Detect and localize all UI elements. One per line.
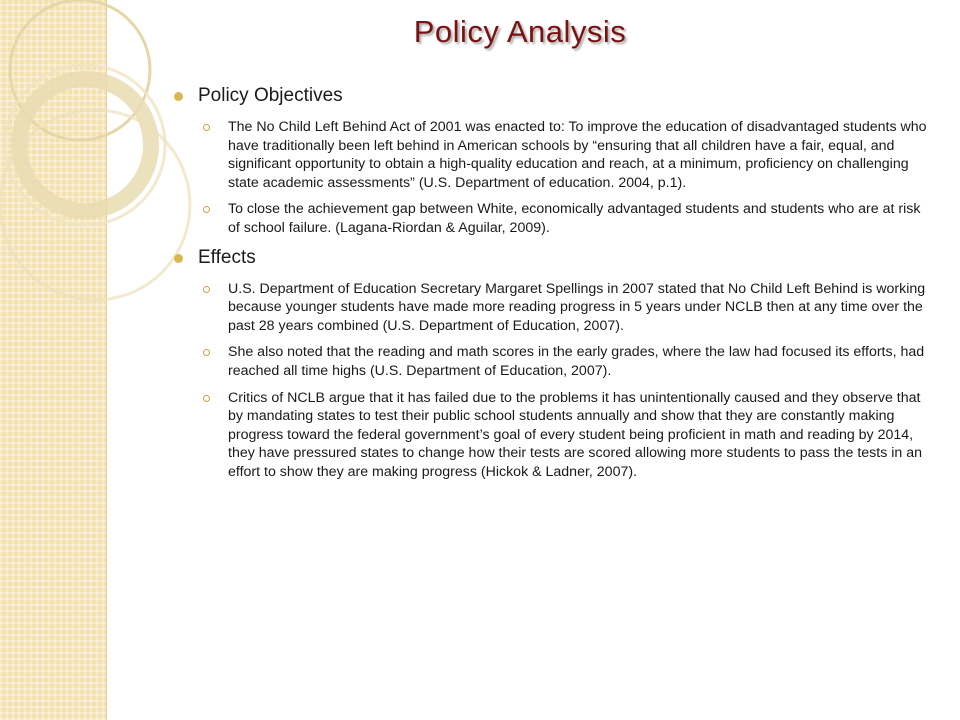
bullet-item bbox=[172, 280, 932, 336]
bullet-text: Critics of NCLB argue that it has failed due to the problems it has unintentionally caused and they observe that by mandating states to test their public school students annually and show that they are constantly making progress toward the federal government’s goal of every student being proficient in math and reading by 2014, they have pressured states to change how their tests are scored allowing more students to pass the tests in an effort to show they are making progress (Hickok & Ladner, 2007). bbox=[228, 389, 922, 480]
section-heading-text: Effects bbox=[198, 246, 256, 268]
bullet-text: To close the achievement gap between White, economically advantaged students and students who are at risk of school failure. (Lagana-Riordan & Aguilar, 2009). bbox=[228, 201, 921, 236]
slide-title: Policy Analysis bbox=[413, 14, 627, 49]
bullet-text: The No Child Left Behind Act of 2001 was enacted to: To improve the education of disadvantaged students who have traditionally been left behind in American schools by “ensuring that all children have a fair, equal, and significant opportunity to obtain a high-quality education and reach, at a minimum, proficiency on challenging state academic assessments” (U.S. Department of education. 2004, p.1). bbox=[228, 119, 927, 191]
bullet-text: She also noted that the reading and math scores in the early grades, where the law had focused its efforts, had reached all time highs (U.S. Department of Education, 2007). bbox=[228, 344, 925, 379]
bullet-dot-icon bbox=[174, 92, 183, 101]
ring-bullet-icon bbox=[203, 124, 210, 131]
slide-content bbox=[172, 84, 932, 490]
section-heading bbox=[172, 84, 932, 108]
section-effects bbox=[172, 246, 932, 482]
ring-bullet-icon bbox=[203, 395, 210, 402]
section-heading bbox=[172, 246, 932, 270]
ring-bullet-icon bbox=[203, 206, 210, 213]
section-heading-text: Policy Objectives bbox=[198, 85, 343, 106]
ring-bullet-icon bbox=[203, 349, 210, 356]
bullet-item bbox=[172, 389, 932, 482]
ring-bullet-icon bbox=[203, 286, 210, 293]
bullet-item bbox=[172, 343, 932, 380]
section-policy-objectives bbox=[172, 84, 932, 238]
bullet-item bbox=[172, 118, 932, 192]
bullet-item bbox=[172, 200, 932, 237]
bullet-dot-icon bbox=[174, 254, 183, 263]
bullet-text: U.S. Department of Education Secretary Margaret Spellings in 2007 stated that No Child Left Behind is working because younger students have made more reading progress in 5 years under NCLB then at any time over the past 28 years combined (U.S. Department of Education, 2007). bbox=[228, 280, 926, 334]
